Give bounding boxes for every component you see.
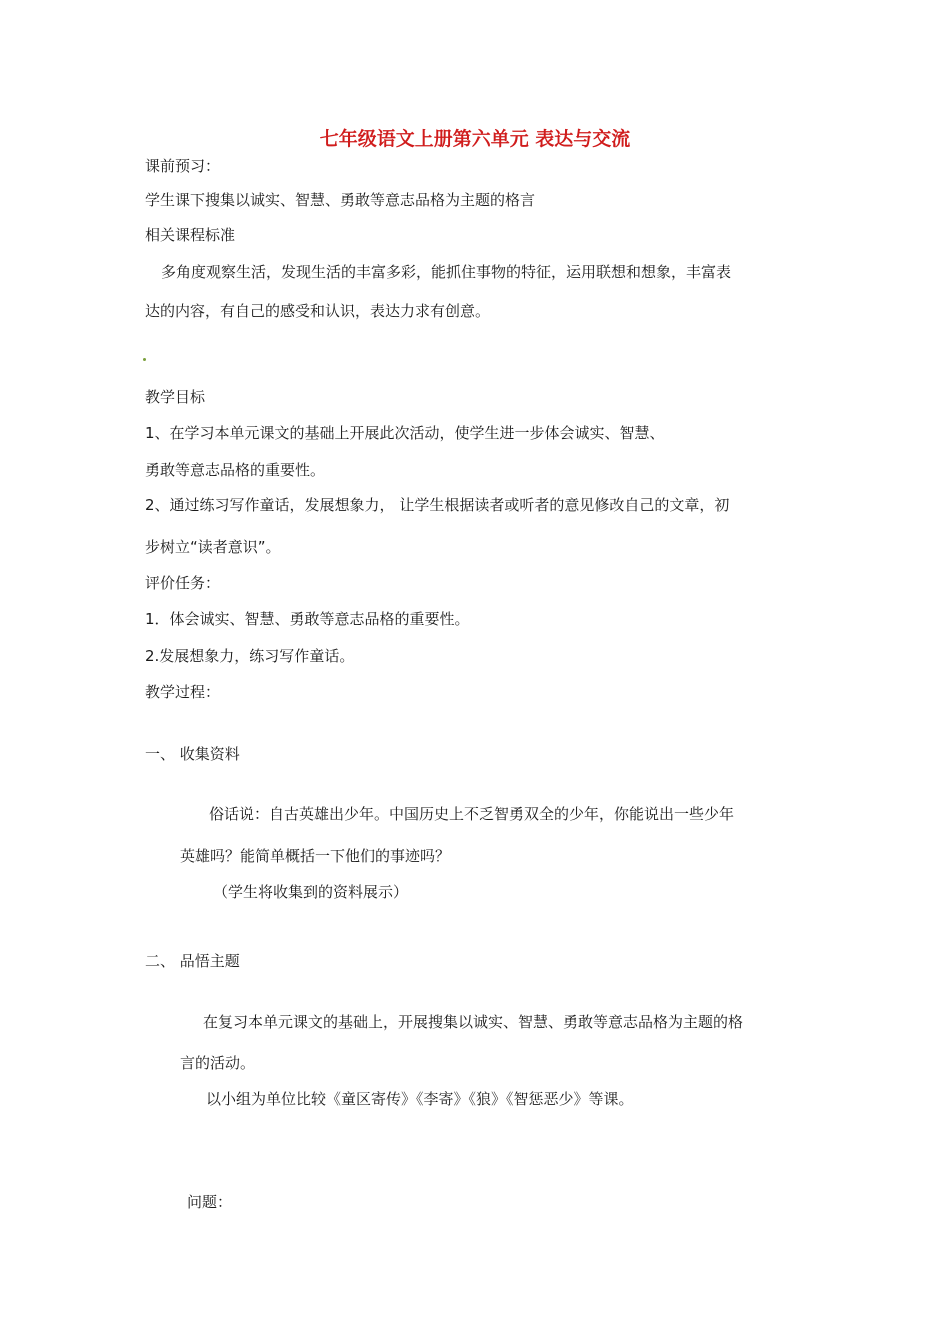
section-2-line-1: 在复习本单元课文的基础上，开展搜集以诚实、智慧、勇敢等意志品格为主题的格	[203, 1013, 744, 1031]
section-1-heading: 一、 收集资料	[145, 745, 240, 763]
preview-text: 学生课下搜集以诚实、智慧、勇敢等意志品格为主题的格言	[145, 191, 536, 209]
eval-item-1: 1．体会诚实、智慧、勇敢等意志品格的重要性。	[145, 610, 470, 628]
preview-heading: 课前预习：	[145, 157, 221, 175]
standard-line-1: 多角度观察生活，发现生活的丰富多彩，能抓住事物的特征，运用联想和想象，丰富表	[161, 263, 732, 281]
goal-2-line-1: 2、通过练习写作童话，发展想象力， 让学生根据读者或听者的意见修改自己的文章，初	[145, 496, 730, 514]
section-1-note: （学生将收集到的资料展示）	[213, 883, 409, 901]
section-2-line-3: 以小组为单位比较《童区寄传》《李寄》《狼》《智惩恶少》等课。	[206, 1090, 634, 1108]
goal-1-line-1: 1、在学习本单元课文的基础上开展此次活动，使学生进一步体会诚实、智慧、	[145, 424, 665, 442]
section-1-line-1: 俗话说：自古英雄出少年。中国历史上不乏智勇双全的少年，你能说出一些少年	[209, 805, 735, 823]
goal-1-line-2: 勇敢等意志品格的重要性。	[145, 461, 326, 479]
question-label: 问题：	[187, 1193, 233, 1211]
process-heading: 教学过程：	[145, 683, 221, 701]
section-2-line-2: 言的活动。	[180, 1054, 256, 1072]
eval-item-2: 2.发展想象力，练习写作童话。	[145, 647, 355, 665]
document-title: 七年级语文上册第六单元 表达与交流	[319, 128, 631, 150]
standard-line-2: 达的内容，有自己的感受和认识，表达力求有创意。	[145, 302, 491, 320]
eval-heading: 评价任务：	[145, 574, 221, 592]
standard-heading: 相关课程标准	[145, 226, 236, 244]
section-2-heading: 二、 品悟主题	[145, 952, 240, 970]
goal-2-line-2: 步树立“读者意识”。	[145, 538, 281, 556]
decorative-dot	[143, 358, 146, 361]
section-1-line-2: 英雄吗？能简单概括一下他们的事迹吗？	[180, 847, 451, 865]
goals-heading: 教学目标	[145, 388, 206, 406]
